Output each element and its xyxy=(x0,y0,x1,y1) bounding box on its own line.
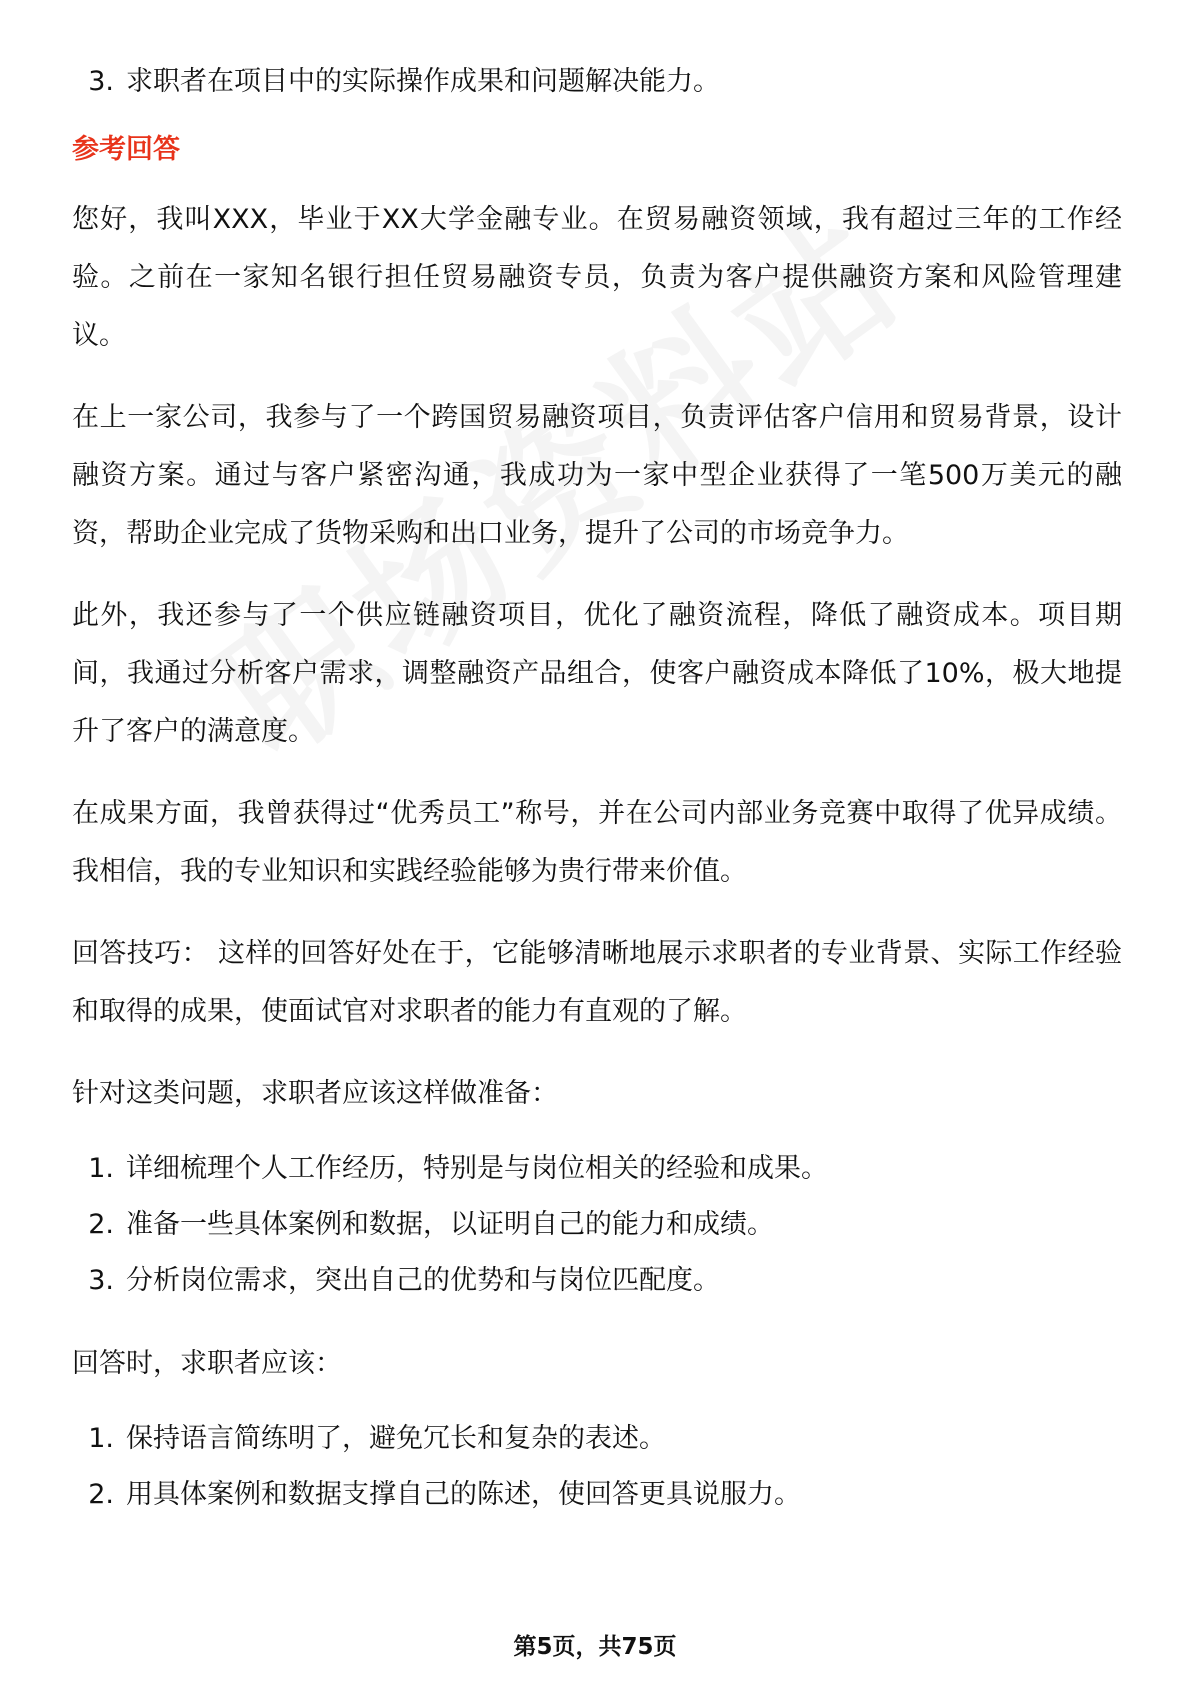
paragraph-tips: 回答技巧： 这样的回答好处在于，它能够清晰地展示求职者的专业背景、实际工作经验和取得的成果，使面试官对求职者的能力有直观的了解。 xyxy=(72,938,1122,1027)
list-number: 1. xyxy=(88,1153,114,1184)
list-item xyxy=(72,1413,1122,1469)
paragraph-achievements: 在成果方面，我曾获得过“优秀员工”称号，并在公司内部业务竞赛中取得了优异成绩。我相信，我的专业知识和实践经验能够为贵行带来价值。 xyxy=(72,798,1122,887)
paragraph-supply-chain: 此外，我还参与了一个供应链融资项目，优化了融资流程，降低了融资成本。项目期间，我通过分析客户需求，调整融资产品组合，使客户融资成本降低了10%，极大地提升了客户的满意度。 xyxy=(72,600,1122,747)
list-number: 2. xyxy=(88,1209,114,1240)
paragraph-answer-intro: 回答时，求职者应该： xyxy=(72,1348,342,1379)
list-text: 保持语言简练明了，避免冗长和复杂的表述。 xyxy=(126,1423,666,1454)
section-heading: 参考回答 xyxy=(72,134,180,165)
page-content xyxy=(72,56,1122,1525)
prep-list xyxy=(72,1143,1122,1311)
list-text: 分析岗位需求，突出自己的优势和与岗位匹配度。 xyxy=(126,1265,720,1296)
paragraph-project: 在上一家公司，我参与了一个跨国贸易融资项目，负责评估客户信用和贸易背景，设计融资方案。通过与客户紧密沟通，我成功为一家中型企业获得了一笔500万美元的融资，帮助企业完成了货物采购和出口业务，提升了公司的市场竞争力。 xyxy=(72,402,1122,549)
list-item xyxy=(72,1469,1122,1525)
list-item xyxy=(72,1143,1122,1199)
list-text: 详细梳理个人工作经历，特别是与岗位相关的经验和成果。 xyxy=(126,1153,828,1184)
list-text: 准备一些具体案例和数据，以证明自己的能力和成绩。 xyxy=(126,1209,774,1240)
paragraph-intro: 您好，我叫XXX，毕业于XX大学金融专业。在贸易融资领域，我有超过三年的工作经验。之前在一家知名银行担任贸易融资专员，负责为客户提供融资方案和风险管理建议。 xyxy=(72,204,1122,351)
list-item xyxy=(72,56,1122,112)
list-text: 用具体案例和数据支撑自己的陈述，使回答更具说服力。 xyxy=(126,1479,801,1510)
list-number: 1. xyxy=(88,1423,114,1454)
list-text: 求职者在项目中的实际操作成果和问题解决能力。 xyxy=(126,66,720,97)
list-item xyxy=(72,1255,1122,1311)
paragraph-prep-intro: 针对这类问题，求职者应该这样做准备： xyxy=(72,1078,558,1109)
list-item xyxy=(72,1199,1122,1255)
list-number: 3. xyxy=(88,66,114,97)
list-number: 2. xyxy=(88,1479,114,1510)
page-number-footer: 第5页，共75页 xyxy=(513,1634,677,1660)
answer-list xyxy=(72,1413,1122,1525)
list-number: 3. xyxy=(88,1265,114,1296)
